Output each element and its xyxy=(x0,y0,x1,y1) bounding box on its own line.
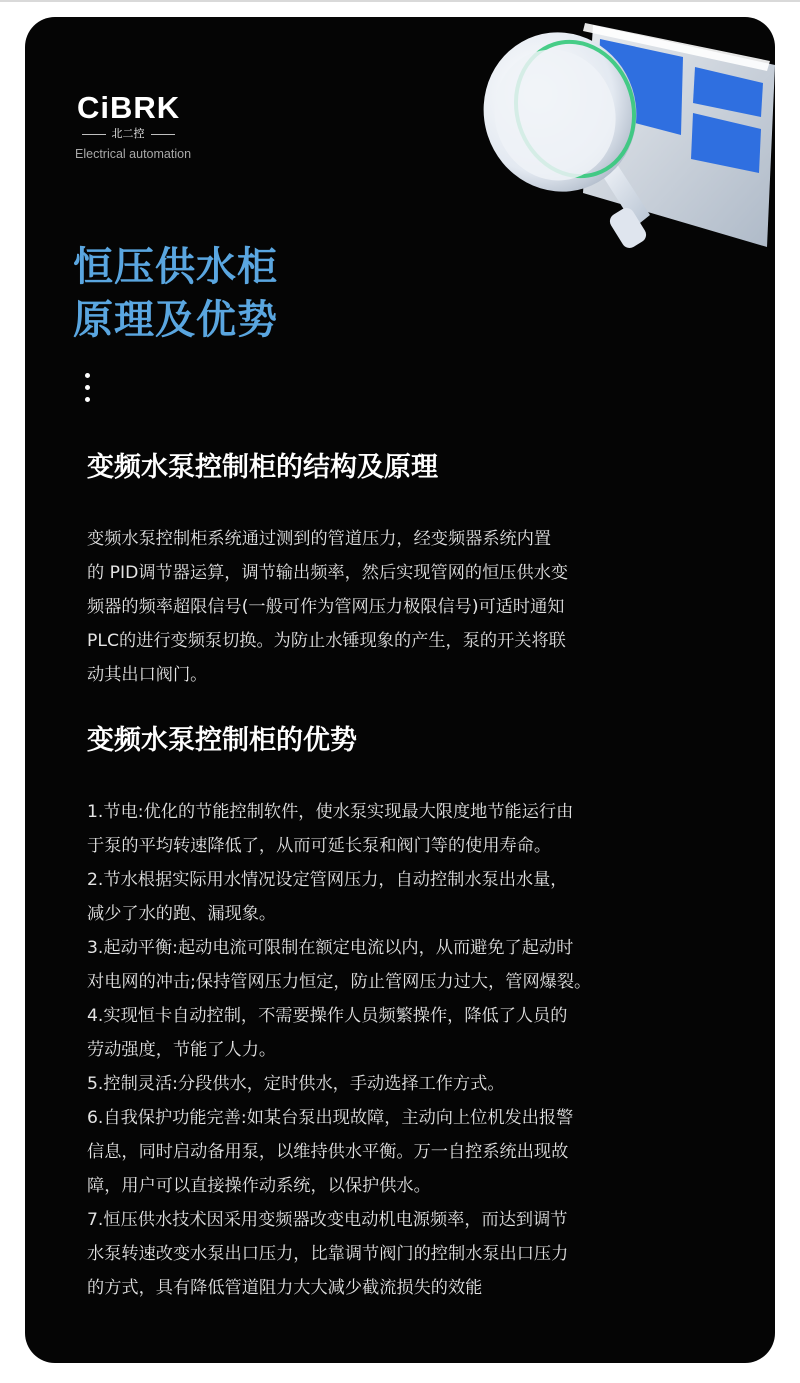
list-line: 5.控制灵活:分段供水，定时供水，手动选择工作方式。 xyxy=(87,1074,505,1094)
list-line: 2.节水根据实际用水情况设定管网压力，自动控制水泵出水量， xyxy=(87,870,568,890)
list-line: 6.自我保护功能完善:如某台泵出现故障，主动向上位机发出报警 xyxy=(87,1108,574,1128)
page-title-line-1: 恒压供水柜 xyxy=(73,244,278,290)
brand-logo xyxy=(75,91,195,161)
vertical-dots-divider xyxy=(85,373,90,409)
logo-tagline: Electrical automation xyxy=(75,147,192,161)
list-line: 的方式，具有降低管道阻力大大减少截流损失的效能 xyxy=(87,1278,483,1298)
list-line: 对电网的冲击;保持管网压力恒定，防止管网压力过大，管网爆裂。 xyxy=(87,972,592,992)
list-line: 减少了水的跑、漏现象。 xyxy=(87,904,277,924)
logo-sub-row xyxy=(75,127,181,141)
paragraph-line: 动其出口阀门。 xyxy=(87,665,208,685)
content-card xyxy=(25,17,775,1363)
section-heading-principle: 变频水泵控制柜的结构及原理 xyxy=(87,452,438,483)
paragraph-line: PLC的进行变频泵切换。为防止水锤现象的产生，泵的开关将联 xyxy=(87,631,566,651)
logo-rule-left xyxy=(82,134,106,135)
list-line: 1.节电:优化的节能控制软件，使水泵实现最大限度地节能运行由 xyxy=(87,802,574,822)
advantages-list xyxy=(87,795,727,1305)
list-line: 4.实现恒卡自动控制，不需要操作人员频繁操作，降低了人员的 xyxy=(87,1006,568,1026)
paragraph-line: 的 PID调节器运算，调节输出频率，然后实现管网的恒压供水变 xyxy=(87,563,569,583)
list-line: 7.恒压供水技术因采用变频器改变电动机电源频率，而达到调节 xyxy=(87,1210,568,1230)
list-line: 劳动强度，节能了人力。 xyxy=(87,1040,277,1060)
list-line: 障，用户可以直接操作动系统，以保护供水。 xyxy=(87,1176,431,1196)
list-line: 水泵转速改变水泵出口压力，比靠调节阀门的控制水泵出口压力 xyxy=(87,1244,569,1264)
paragraph-line: 变频水泵控制柜系统通过测到的管道压力，经变频器系统内置 xyxy=(87,529,552,549)
logo-rule-right xyxy=(151,134,175,135)
list-line: 于泵的平均转速降低了，从而可延长泵和阀门等的使用寿命。 xyxy=(87,836,552,856)
top-divider xyxy=(0,0,800,2)
page-title-line-2: 原理及优势 xyxy=(73,297,278,343)
list-line: 3.起动平衡:起动电流可限制在额定电流以内，从而避免了起动时 xyxy=(87,938,574,958)
section-heading-advantages: 变频水泵控制柜的优势 xyxy=(87,725,357,756)
logo-brand-text: CiBRK xyxy=(77,90,181,125)
dot-3 xyxy=(85,397,90,402)
paragraph-line: 频器的频率超限信号(一般可作为管网压力极限信号)可适时通知 xyxy=(87,597,565,617)
logo-chinese-text: 北二控 xyxy=(111,127,145,140)
dot-1 xyxy=(85,373,90,378)
page-title xyxy=(73,241,278,347)
list-line: 信息，同时启动备用泵，以维持供水平衡。万一自控系统出现故 xyxy=(87,1142,569,1162)
dot-2 xyxy=(85,385,90,390)
principle-paragraph xyxy=(87,522,727,692)
magnifier-document-icon xyxy=(445,17,775,277)
